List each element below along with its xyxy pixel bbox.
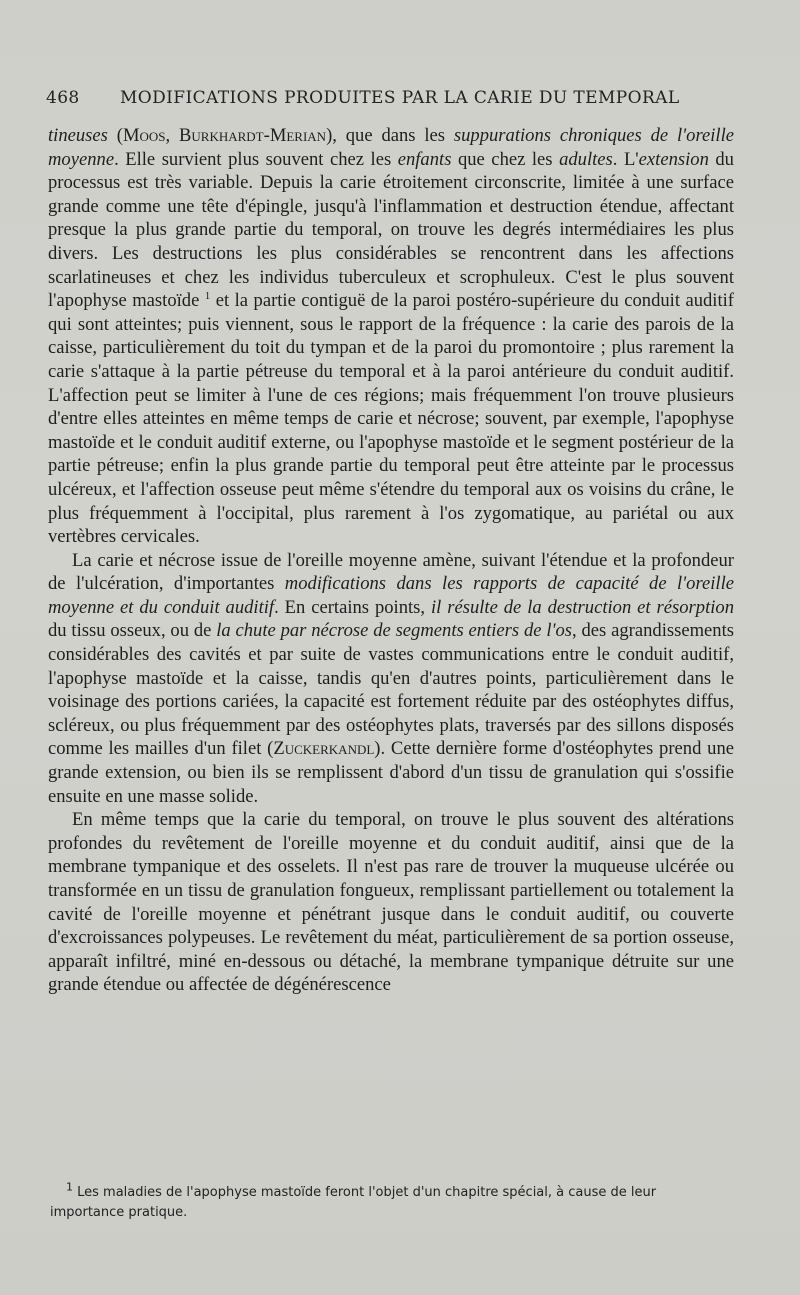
text-run: ). Cette dernière forme d'ostéophytes prend une grande extension, ou bien ils se remplissent d'abord d'un tissu de granulation qui s'ossifie ensuite en une masse solide. — [48, 738, 734, 807]
italic-text: tineuses — [48, 125, 108, 146]
text-run: . En certains points, — [274, 596, 431, 618]
paragraph-3: En même temps que la carie du temporal, on trouve le plus souvent des altérations profondes du revêtement de l'oreille moyenne et du conduit auditif, ainsi que de la membrane tympanique et des osselets. Il n'est pas rare de trouver la muqueuse ulcérée ou transformée en un tissu de granulation fongueux, remplissant partiellement ou totalement la cavité de l'oreille moyenne et pénétrant jusque dans le conduit auditif, ou couverte d'excroissances polypeuses. Le revêtement du méat, particulièrement de sa portion osseuse, apparaît infiltré, miné en-dessous ou détaché, la membrane tympanique détruite sur une grande étendue ou affectée de dégénérescence — [48, 809, 734, 996]
text-run: ), que dans les — [326, 125, 454, 146]
text-run: . Elle survient plus souvent chez les — [114, 148, 398, 170]
author-name: Zuckerkandl — [273, 738, 375, 760]
text-run: que chez les — [451, 148, 560, 170]
text-run: . L' — [612, 148, 639, 170]
footnote-marker: 1 — [66, 1180, 73, 1194]
italic-text: il résulte de la destruction et résorption — [430, 596, 734, 618]
italic-text: enfants — [397, 148, 452, 170]
text-run: et la partie contiguë de la paroi postéro-supérieure du conduit auditif qui sont atteintes; puis viennent, sous le rapport de la fréquence : la carie des parois de la caisse, particulièrement du toit du tympan et de la paroi du promontoire ; plus rarement la carie s'attaque à la partie pétreuse du temporal et à la paroi antérieure du conduit auditif. L'affection peut se limiter à l'une de ces régions; mais fréquemment l'on trouve plusieurs d'entre elles atteintes en même temps de carie et nécrose; souvent, par exemple, l'apophyse mastoïde et le conduit auditif externe, ou l'apophyse mastoïde et le segment postérieur de la partie pétreuse; enfin la plus grande partie du temporal peut être atteinte par le processus ulcéreux, et l'affection osseuse peut même s'étendre du temporal aux os voisins du crâne, le plus fréquemment à l'occipital, plus rarement à l'os zygomatique, au pariétal ou aux vertèbres cervicales. — [48, 290, 734, 548]
italic-text: la chute par nécrose de segments entiers de l'os — [216, 620, 573, 642]
italic-text: adultes — [559, 148, 613, 170]
author-name: Moos — [122, 125, 166, 146]
italic-text: extension — [638, 148, 709, 170]
text-run: du processus est très variable. Depuis la carie étroitement circonscrite, limitée à une surface grande comme une tête d'épingle, jusqu'à l'inflammation et destruction étendue, affectant presque la plus grande partie du temporal, on trouve les degrés intermédiaires les plus divers. Les destructions les plus considérables se rencontrent dans les affections scarlatineuses et chez les individus tuberculeux et scrophuleux. C'est le plus souvent l'apophyse mastoïde — [48, 148, 734, 312]
body-text — [48, 124, 734, 997]
text-run: , des agrandissements considérables des cavités et par suite de vastes communications entre le conduit auditif, l'apophyse mastoïde et la caisse, tandis qu'en d'autres points, particulièrement dans le voisinage des portions cariées, la capacité est fortement réduite par des ostéophytes diffus, scléreux, ou plus fréquemment par des ostéophytes plats, traversés par des sillons disposés comme les mailles d'un filet ( — [48, 620, 735, 760]
footnote — [50, 1180, 732, 1223]
running-title: MODIFICATIONS PRODUITES PAR LA CARIE DU TEMPORAL — [120, 88, 680, 108]
paragraph-2 — [48, 549, 734, 809]
author-name: Burkhardt-Merian — [179, 125, 327, 146]
text-run: ( — [107, 125, 123, 146]
text-run: , — [165, 125, 179, 146]
footnote-reference: 1 — [204, 289, 211, 302]
page-number: 468 — [46, 88, 80, 108]
footnote-text: Les maladies de l'apophyse mastoïde feront l'objet d'un chapitre spécial, à cause de leur importance pratique. — [50, 1185, 657, 1220]
text-run: La carie et nécrose issue de l'oreille moyenne amène, suivant l'étendue et la profondeur de l'ulcération, d'importantes — [48, 549, 734, 595]
italic-text: suppurations chroniques de l'oreille moyenne — [48, 125, 734, 170]
text-run: du tissu osseux, ou de — [48, 620, 217, 642]
italic-text: modifications dans les rapports de capacité de l'oreille moyenne et du conduit auditif — [48, 573, 734, 618]
paragraph-1 — [48, 124, 734, 549]
